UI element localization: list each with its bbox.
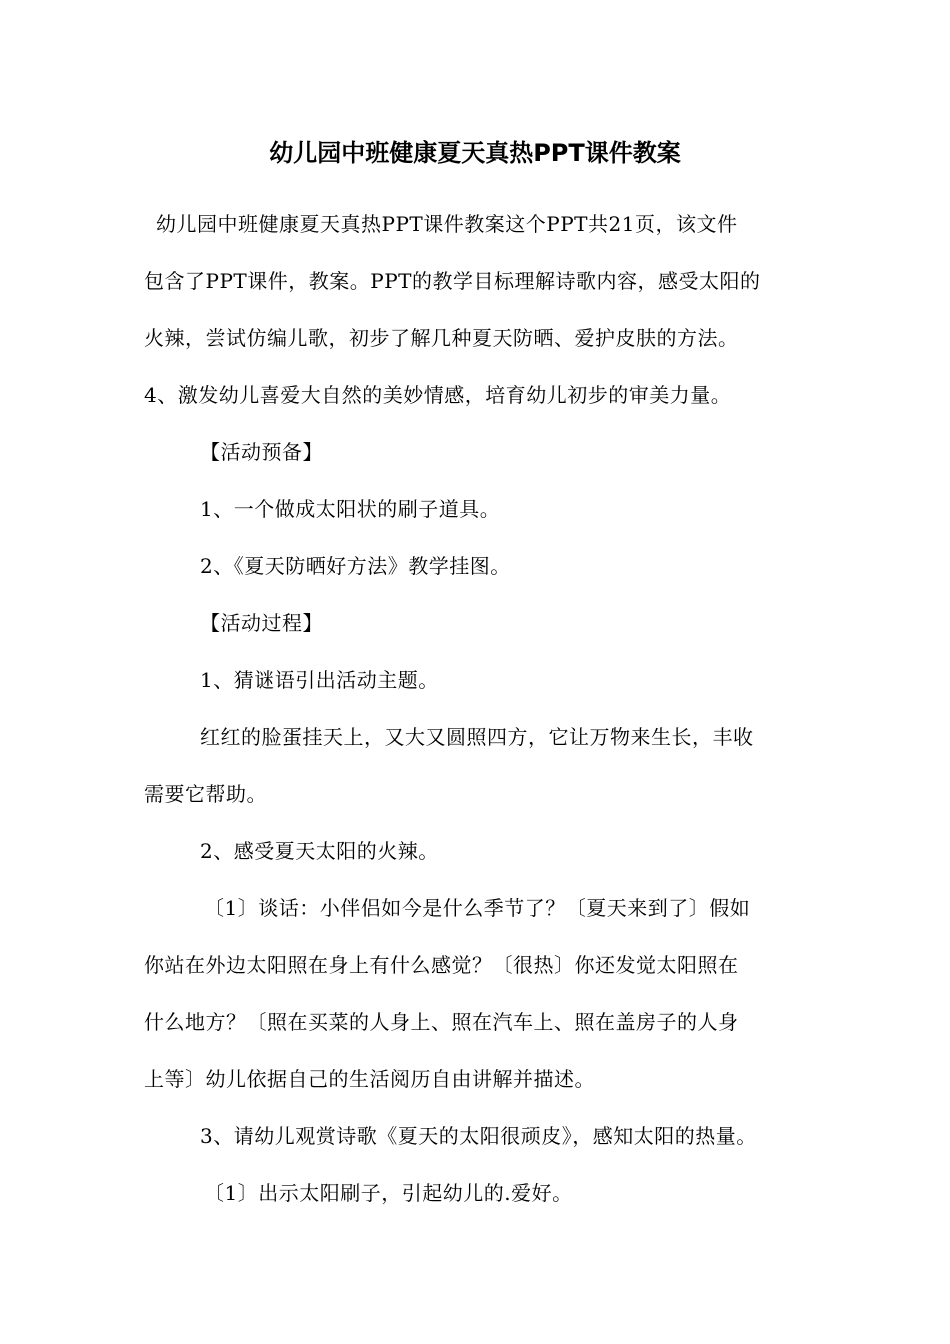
document-title: 幼儿园中班健康夏天真热PPT课件教案 [269, 139, 681, 167]
talk-line: 什么地方？〔照在买菜的人身上、照在汽车上、照在盖房子的人身 [144, 1010, 739, 1034]
talk-line: 你站在外边太阳照在身上有什么感觉？〔很热〕你还发觉太阳照在 [144, 953, 739, 977]
step-subitem: 〔1〕出示太阳刷子，引起幼儿的.爱好。 [204, 1181, 573, 1205]
prep-item: 1、一个做成太阳状的刷子道具。 [200, 497, 501, 521]
document-body [144, 196, 807, 1222]
intro-line: 包含了PPT课件，教案。PPT的教学目标理解诗歌内容，感受太阳的 [144, 269, 761, 293]
intro-paragraph [144, 196, 807, 424]
talk-paragraph [144, 880, 807, 1108]
intro-line: 4、激发幼儿喜爱大自然的美妙情感，培育幼儿初步的审美力量。 [144, 383, 732, 407]
talk-line: 上等〕幼儿依据自己的生活阅历自由讲解并描述。 [144, 1067, 595, 1091]
prep-heading: 【活动预备】 [200, 440, 323, 464]
riddle-line: 红红的脸蛋挂天上，又大又圆照四方，它让万物来生长，丰收 [200, 725, 754, 749]
intro-line: 火辣，尝试仿编儿歌，初步了解几种夏天防晒、爱护皮肤的方法。 [144, 326, 739, 350]
prep-item: 2、《夏天防晒好方法》教学挂图。 [200, 554, 511, 578]
talk-line: 〔1〕谈话：小伴侣如今是什么季节了？〔夏天来到了〕假如 [204, 896, 751, 920]
step-item: 2、感受夏天太阳的火辣。 [200, 839, 439, 863]
intro-line: 幼儿园中班健康夏天真热PPT课件教案这个PPT共21页，该文件 [156, 212, 738, 236]
riddle-paragraph [144, 709, 807, 823]
riddle-line: 需要它帮助。 [144, 782, 267, 806]
process-heading: 【活动过程】 [200, 611, 323, 635]
step-item: 3、请幼儿观赏诗歌《夏天的太阳很顽皮》，感知太阳的热量。 [200, 1124, 757, 1148]
step-item: 1、猜谜语引出活动主题。 [200, 668, 439, 692]
